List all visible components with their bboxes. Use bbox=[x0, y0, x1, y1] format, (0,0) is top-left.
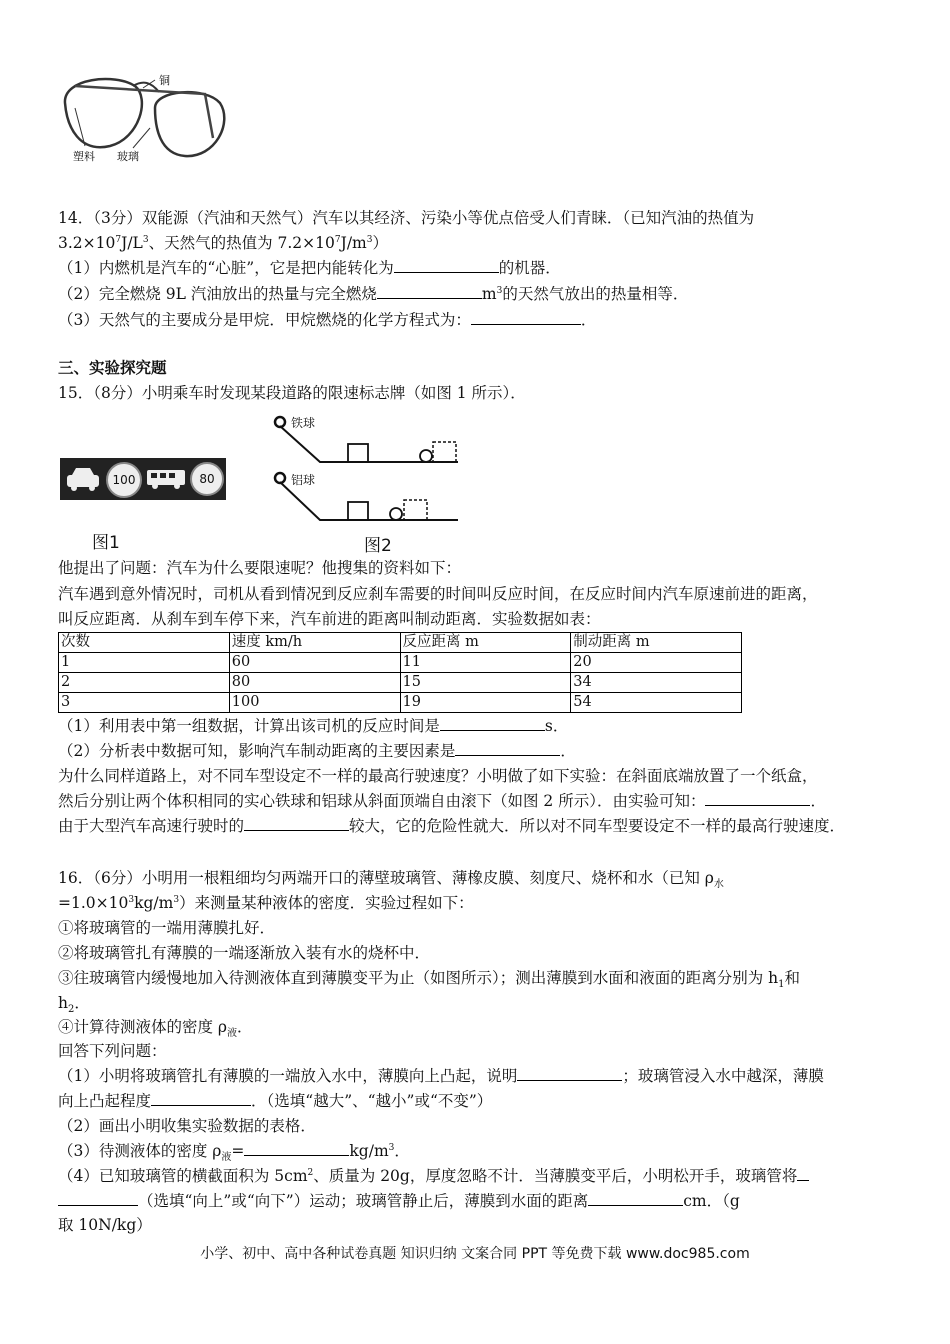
table-header: 制动距离 m bbox=[571, 633, 742, 653]
q14-line2: $3.2\times 10^7J/L^3$、天然气的热值为 $7.2\times 10^7J/m^3$） bbox=[58, 234, 388, 252]
q14-part3: （3）天然气的主要成分是甲烷．甲烷燃烧的化学方程式为： ． bbox=[58, 311, 597, 329]
q14-part1: （1）内燃机是汽车的“心脏”，它是把内能转化为 的机器． bbox=[58, 259, 561, 277]
table-cell: 80 bbox=[229, 673, 400, 693]
table-cell: 54 bbox=[571, 693, 742, 713]
q15-text4: 为什么同样道路上，对不同车型设定不一样的最高行驶速度？小明做了如下实验：在斜面底端放置了一个纸盒， bbox=[58, 767, 818, 785]
q16-step2: ②将玻璃管扎有薄膜的一端逐渐放入装有水的烧杯中． bbox=[58, 944, 431, 962]
q16-part3: （3）待测液体的密度 $\rho_液= kg/m^3$． bbox=[58, 1142, 410, 1164]
label-plastic: 塑料 bbox=[73, 150, 95, 163]
table-row bbox=[59, 653, 742, 673]
table-header: 反应距离 m bbox=[400, 633, 571, 653]
answer-blank[interactable] bbox=[455, 741, 560, 756]
answer-blank[interactable] bbox=[394, 258, 499, 273]
figure-2-label: 图2 bbox=[364, 536, 392, 556]
q15-text2: 汽车遇到意外情况时，司机从看到情况到反应刹车需要的时间叫反应时间，在反应时间内汽车原速前进的距离， bbox=[58, 585, 818, 603]
answer-blank[interactable] bbox=[705, 791, 810, 806]
table-cell: 11 bbox=[400, 653, 571, 673]
figure-1-label: 图1 bbox=[92, 533, 120, 553]
section-title: 三、实验探究题 bbox=[58, 358, 167, 377]
table-cell: 100 bbox=[229, 693, 400, 713]
q14-part2: （2）完全燃烧 9L 汽油放出的热量与完全燃烧 $m^3$的天然气放出的热量相等． bbox=[58, 285, 689, 303]
table-cell: 20 bbox=[571, 653, 742, 673]
speed-limit-bus: 80 bbox=[190, 462, 224, 496]
answer-blank[interactable] bbox=[377, 284, 482, 299]
table-cell: 15 bbox=[400, 673, 571, 693]
answer-blank[interactable] bbox=[58, 1191, 138, 1206]
label-copper: 铜 bbox=[159, 74, 170, 87]
label-glass: 玻璃 bbox=[117, 150, 139, 163]
table-cell: 19 bbox=[400, 693, 571, 713]
q16-part4: （4）已知玻璃管的横截面积为 $5cm^2$、质量为 20g，厚度忽略不计．当薄膜变平后，小明松开手，玻璃管将 bbox=[58, 1166, 809, 1186]
answer-blank[interactable] bbox=[244, 1141, 349, 1156]
q16-part4-cont: （选填“向上”或“向下”）运动；玻璃管静止后，薄膜到水面的距离 cm．（g bbox=[58, 1191, 740, 1211]
q15-line1: 15．（8分）小明乘车时发现某段道路的限速标志牌（如图 1 所示）． bbox=[58, 384, 526, 402]
q15-text5: 然后分别让两个体积相同的实心铁球和铝球从斜面顶端自由滚下（如图 2 所示）．由实验可知： ． bbox=[58, 792, 826, 810]
q14-line1: 14．（3分）双能源（汽油和天然气）汽车以其经济、污染小等优点倍受人们青睐．（已知汽油的热值为 bbox=[58, 209, 755, 227]
answer-blank[interactable] bbox=[797, 1166, 809, 1181]
q16-step3: ③往玻璃管内缓慢地加入待测液体直到薄膜变平为止（如图所示）；测出薄膜到水面和液面的距离分别为 $h_1$和 bbox=[58, 969, 801, 991]
table-row bbox=[59, 693, 742, 713]
page-footer: 小学、初中、高中各种试卷真题 知识归纳 文案合同 PPT 等免费下载 www.doc985.com bbox=[200, 1246, 750, 1262]
q16-step4: ④计算待测液体的密度 $\rho_液$． bbox=[58, 1018, 253, 1040]
answer-blank[interactable] bbox=[517, 1066, 622, 1081]
q15-text3: 叫反应距离．从刹车到车停下来，汽车前进的距离叫制动距离．实验数据如表： bbox=[58, 610, 601, 628]
table-cell: 3 bbox=[59, 693, 230, 713]
table-cell: 60 bbox=[229, 653, 400, 673]
answer-blank[interactable] bbox=[588, 1191, 683, 1206]
bus-icon bbox=[146, 468, 186, 490]
table-header-row bbox=[59, 633, 742, 653]
q16-part1-cont: 向上凸起程度 ．（选填“越大”、“越小”或“不变”） bbox=[58, 1092, 493, 1110]
q16-answer-heading: 回答下列问题： bbox=[58, 1042, 167, 1060]
data-table bbox=[58, 632, 742, 713]
table-cell: 1 bbox=[59, 653, 230, 673]
table-row bbox=[59, 673, 742, 693]
q15-part1: （1）利用表中第一组数据，计算出该司机的反应时间是 s． bbox=[58, 717, 569, 735]
q16-part4-end: 取 10N/kg） bbox=[58, 1216, 152, 1234]
iron-ball-label: 铁球 bbox=[291, 416, 316, 430]
table-cell: 2 bbox=[59, 673, 230, 693]
answer-blank[interactable] bbox=[151, 1091, 251, 1106]
q16-line1: 16．（6分）小明用一根粗细均匀两端开口的薄壁玻璃管、薄橡皮膜、刻度尺、烧杯和水（已知 $\rho_水$ bbox=[58, 869, 724, 891]
car-icon bbox=[66, 466, 100, 492]
aluminum-ball-label: 铝球 bbox=[291, 473, 316, 487]
q16-part2: （2）画出小明收集实验数据的表格． bbox=[58, 1117, 316, 1135]
table-header: 次数 bbox=[59, 633, 230, 653]
speed-limit-car: 100 bbox=[106, 462, 142, 498]
speed-limit-sign-board bbox=[60, 458, 226, 500]
q15-text1: 他提出了问题：汽车为什么要限速呢？他搜集的资料如下： bbox=[58, 559, 462, 577]
q16-step3-cont: $h_2$． bbox=[58, 994, 90, 1016]
q15-part2: （2）分析表中数据可知，影响汽车制动距离的主要因素是 ． bbox=[58, 742, 576, 760]
q16-part1: （1）小明将玻璃管扎有薄膜的一端放入水中，薄膜向上凸起，说明 ；玻璃管浸入水中越深，薄膜 bbox=[58, 1067, 824, 1085]
answer-blank[interactable] bbox=[440, 716, 545, 731]
q15-text6: 由于大型汽车高速行驶时的 较大，它的危险性就大．所以对不同车型要设定不一样的最高行驶速度． bbox=[58, 817, 846, 835]
answer-blank[interactable] bbox=[471, 310, 581, 325]
q16-step1: ①将玻璃管的一端用薄膜扎好． bbox=[58, 919, 276, 937]
q16-line2: $=1.0\times 10^3kg/m^3$）来测量某种液体的密度．实验过程如下： bbox=[58, 894, 474, 912]
answer-blank[interactable] bbox=[244, 816, 349, 831]
table-header: 速度 km/h bbox=[229, 633, 400, 653]
table-cell: 34 bbox=[571, 673, 742, 693]
